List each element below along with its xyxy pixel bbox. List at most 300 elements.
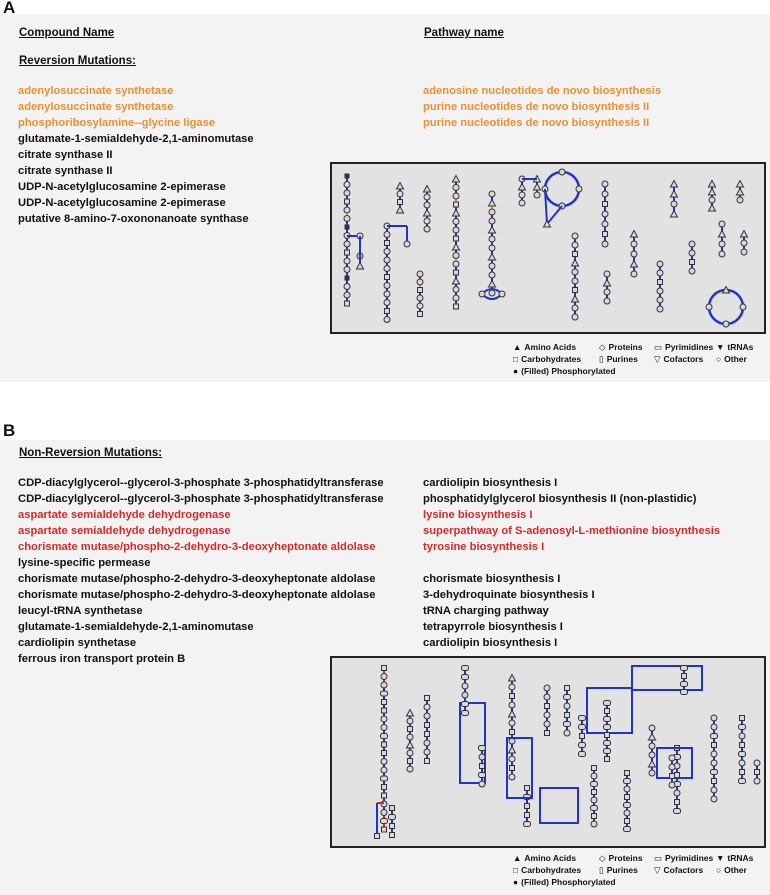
list-item: superpathway of S-adenosyl-L-methionine biosynthesis xyxy=(423,525,721,537)
pathway-node xyxy=(418,312,423,317)
pathway-node xyxy=(711,770,718,775)
pathway-node xyxy=(604,271,610,277)
pathway-node xyxy=(525,813,530,818)
pathway-node xyxy=(740,716,745,721)
pathway-node xyxy=(719,251,725,257)
list-item: cardiolipin synthetase xyxy=(18,637,137,649)
pathway-node xyxy=(453,278,460,285)
pathway-node xyxy=(407,750,413,756)
pathway-node xyxy=(417,303,423,309)
list-item: tRNA charging pathway xyxy=(423,605,549,617)
pathway-node xyxy=(682,674,687,679)
pathway-node xyxy=(741,249,747,255)
pathway-node xyxy=(754,778,760,784)
pathway-node xyxy=(453,185,459,191)
pathway-node xyxy=(397,191,403,197)
pathway-node xyxy=(755,770,760,775)
pathway-node xyxy=(737,189,744,196)
pathway-node xyxy=(604,280,611,287)
pathway-node xyxy=(407,718,413,724)
pathway-node xyxy=(344,207,350,213)
legend-other: ○ Other xyxy=(716,354,747,364)
pathway-node xyxy=(657,261,663,267)
pathway-node xyxy=(344,241,350,247)
pathway-node xyxy=(740,304,746,310)
pathway-node xyxy=(417,279,423,285)
pathway-node xyxy=(572,269,578,275)
pathway-node xyxy=(408,759,413,764)
pathway-node xyxy=(489,245,495,251)
pathway-node xyxy=(573,288,578,293)
pathway-node xyxy=(384,266,390,272)
pathway-node xyxy=(382,751,387,756)
list-item: glutamate-1-semialdehyde-2,1-aminomutase xyxy=(18,621,254,633)
pathway-node xyxy=(525,804,530,809)
pathway-node xyxy=(489,218,495,224)
pathway-node xyxy=(604,289,610,295)
pathway-node xyxy=(671,201,677,207)
pathway-node xyxy=(384,232,390,238)
pathway-node xyxy=(631,271,637,277)
pathway-node xyxy=(382,785,387,790)
pathway-node xyxy=(462,711,469,716)
pathway-node xyxy=(631,231,638,238)
pathway-node xyxy=(545,704,550,709)
legend-other: ○ Other xyxy=(716,865,747,875)
pathway-node xyxy=(381,759,387,765)
list-item: lysine-specific permease xyxy=(18,557,151,569)
list-item: cardiolipin biosynthesis I xyxy=(423,477,558,489)
pathway-node xyxy=(382,700,387,705)
pathway-node xyxy=(605,757,610,762)
pathway-node xyxy=(671,191,678,198)
pathway-node xyxy=(689,268,695,274)
pathway-node xyxy=(657,288,663,294)
pathway-node xyxy=(709,181,716,188)
pathway-node xyxy=(418,288,423,293)
pathway-node xyxy=(604,741,611,746)
pathway-node xyxy=(739,752,746,757)
pathway-node xyxy=(407,742,414,749)
list-item: chorismate mutase/phospho-2-dehydro-3-deoxyheptonate aldolase xyxy=(18,573,376,585)
pathway-edge xyxy=(545,172,579,206)
pathway-node xyxy=(453,253,459,259)
pathway-node xyxy=(424,186,431,193)
pathway-node xyxy=(711,734,718,739)
pathway-node xyxy=(604,749,611,754)
pathway-node xyxy=(462,702,469,707)
list-item: purine nucleotides de novo biosynthesis II xyxy=(423,101,650,113)
reversion-mutations-title: Reversion Mutations: xyxy=(19,55,136,67)
pathway-node xyxy=(592,790,597,795)
pathway-node xyxy=(384,291,390,297)
pathway-node xyxy=(602,241,608,247)
pathway-edge xyxy=(632,666,702,690)
list-item: aspartate semialdehyde dehydrogenase xyxy=(18,525,231,537)
pathway-node xyxy=(709,197,715,203)
pathway-node xyxy=(649,725,655,731)
legend-amino-acids: ▲ Amino Acids xyxy=(513,342,577,352)
pathway-node xyxy=(344,267,350,273)
pathway-node xyxy=(565,686,570,691)
pathway-node xyxy=(489,209,495,215)
pathway-node xyxy=(624,803,631,808)
pathway-node xyxy=(453,244,460,251)
pathway-node xyxy=(345,250,350,255)
pathway-node xyxy=(489,290,495,296)
pathway-node xyxy=(381,810,387,816)
pathway-node xyxy=(564,703,570,709)
pathway-node xyxy=(723,321,729,327)
pathway-node xyxy=(509,747,516,754)
pathway-node xyxy=(384,249,390,255)
pathway-node xyxy=(345,174,350,179)
list-item: UDP-N-acetylglucosamine 2-epimerase xyxy=(18,197,226,209)
legend-cofactors: ▽ Cofactors xyxy=(654,354,704,364)
pathway-node xyxy=(453,176,460,183)
pathway-node xyxy=(689,241,695,247)
pathway-node xyxy=(534,192,540,198)
pathway-node xyxy=(382,708,387,713)
pathway-node xyxy=(489,254,496,261)
pathway-node xyxy=(675,773,680,778)
pathway-node xyxy=(572,296,579,303)
pathway-node xyxy=(462,666,469,671)
pathway-node xyxy=(389,815,396,820)
pathway-node xyxy=(649,734,656,741)
pathway-node xyxy=(591,797,597,803)
pathway-node xyxy=(631,241,637,247)
pathway-node xyxy=(499,291,505,297)
pathway-node xyxy=(649,770,655,776)
pathway-node xyxy=(602,181,608,187)
pathway-node xyxy=(424,740,430,746)
pathway-node xyxy=(604,701,611,706)
pathway-node xyxy=(479,781,485,787)
pathway-node xyxy=(544,721,550,727)
pathway-node xyxy=(624,779,631,784)
pathway-node xyxy=(510,694,515,699)
pathway-edge xyxy=(709,290,743,324)
pathway-node xyxy=(453,287,459,293)
pathway-node xyxy=(424,713,430,719)
pathway-node xyxy=(591,806,598,811)
list-item: aspartate semialdehyde dehydrogenase xyxy=(18,509,231,521)
pathway-node xyxy=(624,827,631,832)
pathway-node xyxy=(579,725,586,730)
pathway-node xyxy=(344,216,350,222)
pathway-node xyxy=(741,240,747,246)
pathway-node xyxy=(740,770,745,775)
pathway-node xyxy=(669,782,675,788)
pathway-node xyxy=(344,182,350,188)
pathway-node xyxy=(657,297,663,303)
pathway-node xyxy=(579,743,586,748)
pathway-node xyxy=(390,824,395,829)
pathway-node xyxy=(669,764,675,770)
pathway-node xyxy=(592,814,597,819)
pathway-node xyxy=(625,795,630,800)
list-item: adenylosuccinate synthetase xyxy=(18,85,174,97)
pathway-node xyxy=(344,258,350,264)
pathway-name-header: Pathway name xyxy=(424,27,504,39)
pathway-node xyxy=(565,713,570,718)
pathway-node xyxy=(591,821,597,827)
pathway-node xyxy=(454,304,459,309)
pathway-edge xyxy=(540,788,578,823)
pathway-node xyxy=(489,200,496,207)
pathway-node xyxy=(604,298,610,304)
panel-a-pathway-list xyxy=(423,83,661,131)
pathway-node xyxy=(674,790,680,796)
pathway-node xyxy=(345,276,350,281)
pathway-node xyxy=(712,779,717,784)
pathway-node xyxy=(711,760,717,766)
pathway-node xyxy=(564,695,571,700)
pathway-node xyxy=(398,200,403,205)
pathway-node xyxy=(345,301,350,306)
pathway-node xyxy=(424,704,430,710)
list-item xyxy=(423,555,720,571)
pathway-node xyxy=(462,675,469,680)
pathway-node xyxy=(657,306,663,312)
pathway-node xyxy=(564,722,571,727)
pathway-node xyxy=(407,710,414,717)
list-item: citrate synthase II xyxy=(18,149,113,161)
pathway-node xyxy=(509,720,515,726)
non-reversion-mutations-title: Non-Reversion Mutations: xyxy=(19,447,163,459)
pathway-node xyxy=(625,771,630,776)
pathway-node xyxy=(489,236,495,242)
pathway-node xyxy=(453,295,459,301)
pathway-node xyxy=(671,211,678,218)
pathway-node xyxy=(509,675,516,682)
pathway-node xyxy=(424,218,430,224)
list-item: adenylosuccinate synthetase xyxy=(18,101,174,113)
pathway-node xyxy=(649,743,655,749)
pathway-node xyxy=(559,169,565,175)
pathway-node xyxy=(545,731,550,736)
pathway-node xyxy=(384,317,390,323)
pathway-node xyxy=(357,263,364,270)
pathway-node xyxy=(739,725,746,730)
pathway-node xyxy=(519,200,525,206)
pathway-node xyxy=(397,207,404,214)
pathway-node xyxy=(510,730,515,735)
pathway-node xyxy=(344,190,350,196)
pathway-node xyxy=(384,257,390,263)
pathway-node xyxy=(390,806,395,811)
pathway-node xyxy=(602,211,608,217)
panel-b-pathway-list xyxy=(423,475,720,651)
pathway-node xyxy=(681,682,688,687)
list-item: citrate synthase II xyxy=(18,165,113,177)
list-item: putative 8-amino-7-oxononanoate synthase xyxy=(18,213,249,225)
pathway-node xyxy=(573,252,578,257)
pathway-node xyxy=(509,711,516,718)
pathway-node xyxy=(381,725,387,731)
pathway-node xyxy=(381,674,387,680)
pathway-edge xyxy=(547,206,562,224)
list-item: glutamate-1-semialdehyde-2,1-aminomutase xyxy=(18,133,254,145)
pathway-node xyxy=(425,696,430,701)
pathway-node xyxy=(382,742,387,747)
pathway-node xyxy=(424,210,431,217)
pathway-node xyxy=(625,819,630,824)
pathway-node xyxy=(719,231,726,238)
pathway-node xyxy=(462,683,468,689)
pathway-node xyxy=(534,184,541,191)
pathway-node xyxy=(407,766,413,772)
pathway-node xyxy=(739,779,746,784)
pathway-node xyxy=(382,793,387,798)
pathway-node xyxy=(519,192,525,198)
panel-a-legend xyxy=(513,341,763,381)
list-item: leucyl-tRNA synthetase xyxy=(18,605,143,617)
pathway-node xyxy=(453,210,460,217)
pathway-node xyxy=(425,732,430,737)
list-item: chorismate mutase/phospho-2-dehydro-3-deoxyheptonate aldolase xyxy=(18,541,376,553)
pathway-node xyxy=(480,764,485,769)
pathway-node xyxy=(564,730,570,736)
pathway-node xyxy=(719,241,725,247)
pathway-node xyxy=(754,760,760,766)
pathway-node xyxy=(591,782,598,787)
panel-b-compound-list xyxy=(18,475,384,667)
legend-carbohydrates: □ Carbohydrates xyxy=(513,354,582,364)
pathway-node xyxy=(345,199,350,204)
legend-purines: ▯ Purines xyxy=(599,865,638,875)
pathway-node xyxy=(519,184,526,191)
list-item: adenosine nucleotides de novo biosynthesis xyxy=(423,85,662,97)
legend-trnas: ▼ tRNAs xyxy=(716,853,754,863)
pathway-node xyxy=(631,251,637,257)
pathway-node xyxy=(385,309,390,314)
pathway-node xyxy=(603,232,608,237)
pathway-node xyxy=(479,754,485,760)
pathway-node xyxy=(544,685,550,691)
pathway-node xyxy=(604,725,611,730)
pathway-node xyxy=(689,250,695,256)
pathway-node xyxy=(711,715,717,721)
pathway-node xyxy=(524,822,531,827)
pathway-node xyxy=(381,819,388,824)
pathway-node xyxy=(671,181,678,188)
pathway-node xyxy=(658,280,663,285)
compound-name-header: Compound Name xyxy=(19,27,115,39)
legend-proteins: ◇ Proteins xyxy=(599,853,643,863)
pathway-node xyxy=(509,702,515,708)
pathway-node xyxy=(384,300,390,306)
pathway-node xyxy=(603,202,608,207)
pathway-node xyxy=(602,221,608,227)
list-item: phosphatidylglycerol biosynthesis II (non-plastidic) xyxy=(423,493,697,505)
legend-purines: ▯ Purines xyxy=(599,354,638,364)
pathway-node xyxy=(381,691,388,696)
pathway-node xyxy=(489,191,495,197)
pathway-node xyxy=(408,727,413,732)
pathway-node xyxy=(572,314,578,320)
panel-a-compound-list xyxy=(18,83,254,227)
legend-cofactors: ▽ Cofactors xyxy=(654,865,704,875)
pathway-node xyxy=(712,743,717,748)
pathway-node xyxy=(454,270,459,275)
pathway-node xyxy=(390,833,395,838)
pathway-node xyxy=(381,734,388,739)
pathway-node xyxy=(381,776,388,781)
pathway-node xyxy=(741,231,748,238)
pathway-node xyxy=(739,733,745,739)
panel-a-diagram-svg xyxy=(332,164,764,332)
pathway-node xyxy=(424,194,430,200)
pathway-node xyxy=(572,242,578,248)
pathway-node xyxy=(592,766,597,771)
list-item: purine nucleotides de novo biosynthesis II xyxy=(423,117,650,129)
pathway-node xyxy=(417,271,423,277)
pathway-node xyxy=(602,191,608,197)
pathway-node xyxy=(489,272,495,278)
pathway-node xyxy=(572,278,578,284)
pathway-node xyxy=(572,305,578,311)
pathway-node xyxy=(624,810,630,816)
pathway-node xyxy=(509,774,515,780)
pathway-node xyxy=(489,227,496,234)
pathway-node xyxy=(709,205,716,212)
list-item: UDP-N-acetylglucosamine 2-epimerase xyxy=(18,181,226,193)
pathway-node xyxy=(344,284,350,290)
pathway-node xyxy=(649,761,656,768)
pathway-node xyxy=(572,260,579,267)
pathway-node xyxy=(709,189,716,196)
legend-pyrimidines: ▭ Pyrimidines xyxy=(654,853,714,863)
legend-carbohydrates: □ Carbohydrates xyxy=(513,865,582,875)
pathway-node xyxy=(711,751,717,757)
pathway-node xyxy=(669,755,675,761)
pathway-node xyxy=(675,800,680,805)
pathway-node xyxy=(604,717,611,722)
pathway-node xyxy=(425,759,430,764)
pathway-node xyxy=(591,773,597,779)
pathway-node xyxy=(681,666,688,671)
legend-phosphorylated: ● (Filled) Phosphorylated xyxy=(513,877,616,887)
pathway-node xyxy=(706,304,712,310)
pathway-node xyxy=(424,226,430,232)
pathway-node xyxy=(424,202,430,208)
pathway-node xyxy=(381,682,387,688)
pathway-node xyxy=(631,261,638,268)
legend-trnas: ▼ tRNAs xyxy=(716,342,754,352)
panel-b-legend xyxy=(513,852,763,892)
pathway-node xyxy=(737,181,744,188)
legend-amino-acids: ▲ Amino Acids xyxy=(513,853,577,863)
list-item: tyrosine biosynthesis I xyxy=(423,541,545,553)
list-item: cardiolipin biosynthesis I xyxy=(423,637,558,649)
pathway-node xyxy=(681,690,688,695)
pathway-node xyxy=(572,233,578,239)
pathway-node xyxy=(544,712,550,718)
pathway-node xyxy=(453,227,459,233)
pathway-node xyxy=(425,723,430,728)
panel-b-label: B xyxy=(3,421,16,440)
pathway-node xyxy=(719,221,725,227)
list-item: phosphoribosylamine--glycine ligase xyxy=(18,117,216,129)
legend-proteins: ◇ Proteins xyxy=(599,342,643,352)
pathway-node xyxy=(479,291,485,297)
pathway-node xyxy=(579,716,586,721)
pathway-node xyxy=(579,752,586,757)
pathway-node xyxy=(384,283,390,289)
pathway-node xyxy=(454,236,459,241)
